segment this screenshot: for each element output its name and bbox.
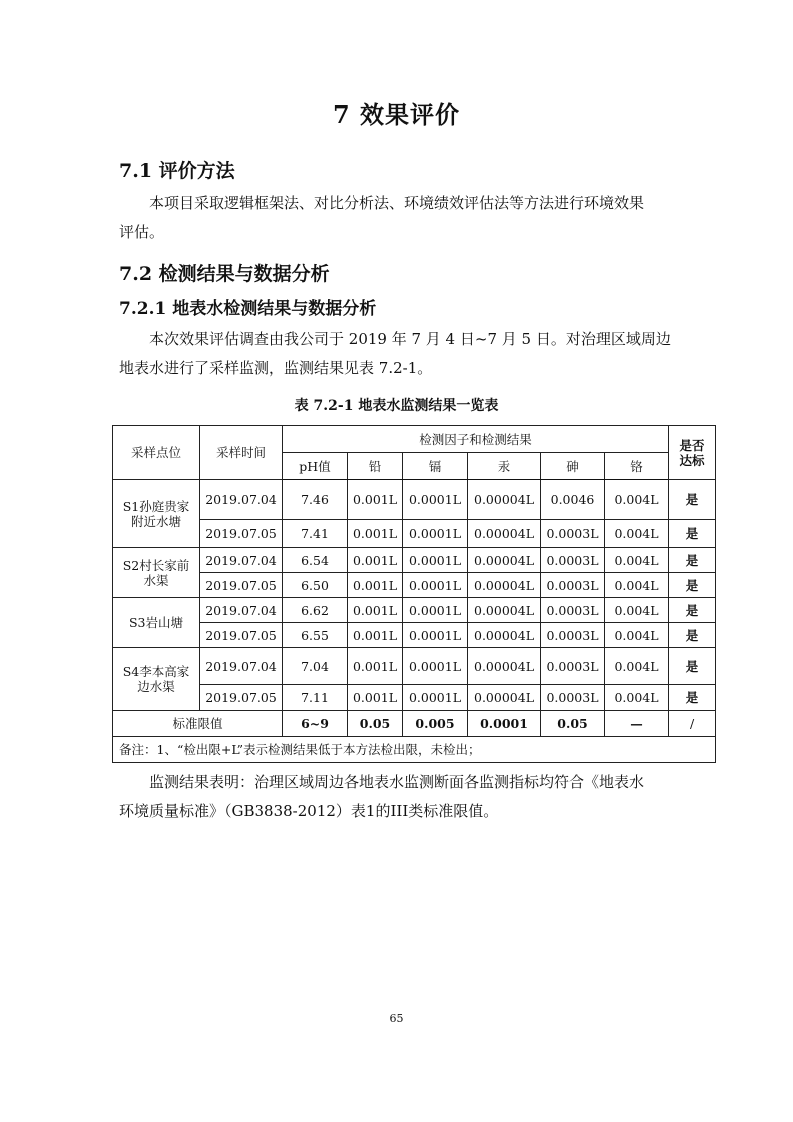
value-cell: 7.46 — [283, 480, 348, 520]
value-cell: 0.004L — [605, 598, 669, 623]
compliance-cell: 是 — [669, 623, 716, 648]
value-cell: 0.001L — [348, 598, 403, 623]
header-time: 采样时间 — [200, 426, 283, 480]
header-factor: 镉 — [403, 453, 468, 480]
table-note-row — [113, 737, 716, 763]
value-cell: 0.001L — [348, 548, 403, 573]
table-caption: 表 7.2-1 地表水监测结果一览表 — [294, 398, 499, 414]
table-row — [113, 685, 716, 711]
value-cell: 0.0001L — [403, 520, 468, 548]
value-cell: 0.001L — [348, 480, 403, 520]
value-cell: 0.001L — [348, 685, 403, 711]
table-row — [113, 573, 716, 598]
value-cell: 0.00004L — [468, 520, 541, 548]
value-cell: 0.0003L — [541, 548, 605, 573]
value-cell: 0.004L — [605, 648, 669, 685]
value-cell: 7.41 — [283, 520, 348, 548]
value-cell: 0.001L — [348, 648, 403, 685]
date-cell: 2019.07.05 — [200, 520, 283, 548]
value-cell: 0.0046 — [541, 480, 605, 520]
date-cell: 2019.07.05 — [200, 573, 283, 598]
value-cell: 0.0001L — [403, 648, 468, 685]
value-cell: 0.00004L — [468, 623, 541, 648]
paragraph-line: 地表水进行了采样监测，监测结果见表 7.2-1。 — [119, 359, 433, 377]
value-cell: 0.001L — [348, 573, 403, 598]
header-factor-group: 检测因子和检测结果 — [283, 426, 669, 453]
value-cell: 0.004L — [605, 623, 669, 648]
value-cell: 0.00004L — [468, 573, 541, 598]
header-factor: 汞 — [468, 453, 541, 480]
table-row — [113, 598, 716, 623]
value-cell: 0.0001L — [403, 598, 468, 623]
value-cell: 0.00004L — [468, 648, 541, 685]
date-cell: 2019.07.05 — [200, 685, 283, 711]
site-name-cell: S3岩山塘 — [113, 598, 200, 648]
compliance-cell: 是 — [669, 598, 716, 623]
section-heading-7-1: 7.1 评价方法 — [119, 160, 235, 182]
standard-limit-value: 0.005 — [403, 711, 468, 737]
table-row — [113, 520, 716, 548]
value-cell: 0.004L — [605, 520, 669, 548]
value-cell: 0.0003L — [541, 685, 605, 711]
surface-water-results-table — [112, 425, 716, 763]
value-cell: 6.62 — [283, 598, 348, 623]
compliance-cell: 是 — [669, 648, 716, 685]
value-cell: 0.004L — [605, 480, 669, 520]
value-cell: 0.00004L — [468, 598, 541, 623]
value-cell: 6.50 — [283, 573, 348, 598]
date-cell: 2019.07.04 — [200, 648, 283, 685]
value-cell: 0.004L — [605, 685, 669, 711]
header-site: 采样点位 — [113, 426, 200, 480]
value-cell: 0.0003L — [541, 598, 605, 623]
date-cell: 2019.07.05 — [200, 623, 283, 648]
header-factor: 铅 — [348, 453, 403, 480]
chapter-title: 7 效果评价 — [332, 100, 461, 129]
standard-limit-result: / — [669, 711, 716, 737]
standard-limit-value: 0.0001 — [468, 711, 541, 737]
compliance-cell: 是 — [669, 685, 716, 711]
date-cell: 2019.07.04 — [200, 598, 283, 623]
value-cell: 6.55 — [283, 623, 348, 648]
paragraph-methods — [119, 189, 679, 247]
value-cell: 0.0003L — [541, 573, 605, 598]
site-name-cell: S4李本高家 边水渠 — [113, 648, 200, 711]
value-cell: 0.001L — [348, 623, 403, 648]
paragraph-line: 本次效果评估调查由我公司于 2019 年 7 月 4 日~7 月 5 日。对治理区域周边 — [149, 330, 671, 348]
date-cell: 2019.07.04 — [200, 548, 283, 573]
page-number: 65 — [389, 1012, 404, 1025]
value-cell: 0.004L — [605, 573, 669, 598]
compliance-cell: 是 — [669, 520, 716, 548]
section-heading-7-2: 7.2 检测结果与数据分析 — [119, 263, 330, 285]
value-cell: 0.0003L — [541, 648, 605, 685]
compliance-cell: 是 — [669, 548, 716, 573]
value-cell: 0.001L — [348, 520, 403, 548]
standard-limit-value: — — [605, 711, 669, 737]
value-cell: 0.0001L — [403, 548, 468, 573]
standard-limit-value: 0.05 — [541, 711, 605, 737]
standard-limit-value: 0.05 — [348, 711, 403, 737]
value-cell: 0.0001L — [403, 685, 468, 711]
header-factor: 砷 — [541, 453, 605, 480]
standard-limit-row — [113, 711, 716, 737]
value-cell: 0.0001L — [403, 480, 468, 520]
header-compliance: 是否 达标 — [669, 426, 716, 480]
standard-limit-value: 6~9 — [283, 711, 348, 737]
paragraph-line: 评估。 — [119, 223, 165, 241]
section-heading-7-2-1: 7.2.1 地表水检测结果与数据分析 — [119, 299, 377, 319]
paragraph-conclusion — [119, 768, 679, 826]
value-cell: 0.004L — [605, 548, 669, 573]
table-row — [113, 480, 716, 520]
date-cell: 2019.07.04 — [200, 480, 283, 520]
value-cell: 7.11 — [283, 685, 348, 711]
paragraph-line: 监测结果表明：治理区域周边各地表水监测断面各监测指标均符合《地表水 — [149, 773, 645, 791]
paragraph-survey — [119, 325, 679, 383]
value-cell: 7.04 — [283, 648, 348, 685]
paragraph-line: 环境质量标准》（GB3838-2012）表1的III类标准限值。 — [119, 802, 499, 820]
site-name-cell: S2村长家前 水渠 — [113, 548, 200, 598]
paragraph-line: 本项目采取逻辑框架法、对比分析法、环境绩效评估法等方法进行环境效果 — [149, 194, 645, 212]
value-cell: 0.0001L — [403, 623, 468, 648]
standard-limit-label: 标准限值 — [113, 711, 283, 737]
value-cell: 0.0001L — [403, 573, 468, 598]
value-cell: 0.00004L — [468, 685, 541, 711]
compliance-cell: 是 — [669, 480, 716, 520]
table-row — [113, 623, 716, 648]
value-cell: 0.00004L — [468, 480, 541, 520]
table-note: 备注：1、“检出限+L”表示检测结果低于本方法检出限，未检出； — [113, 737, 716, 763]
table-row — [113, 548, 716, 573]
value-cell: 0.00004L — [468, 548, 541, 573]
value-cell: 0.0003L — [541, 623, 605, 648]
table-row — [113, 648, 716, 685]
site-name-cell: S1孙庭贵家 附近水塘 — [113, 480, 200, 548]
header-factor: 铬 — [605, 453, 669, 480]
value-cell: 0.0003L — [541, 520, 605, 548]
header-factor: pH值 — [283, 453, 348, 480]
value-cell: 6.54 — [283, 548, 348, 573]
compliance-cell: 是 — [669, 573, 716, 598]
